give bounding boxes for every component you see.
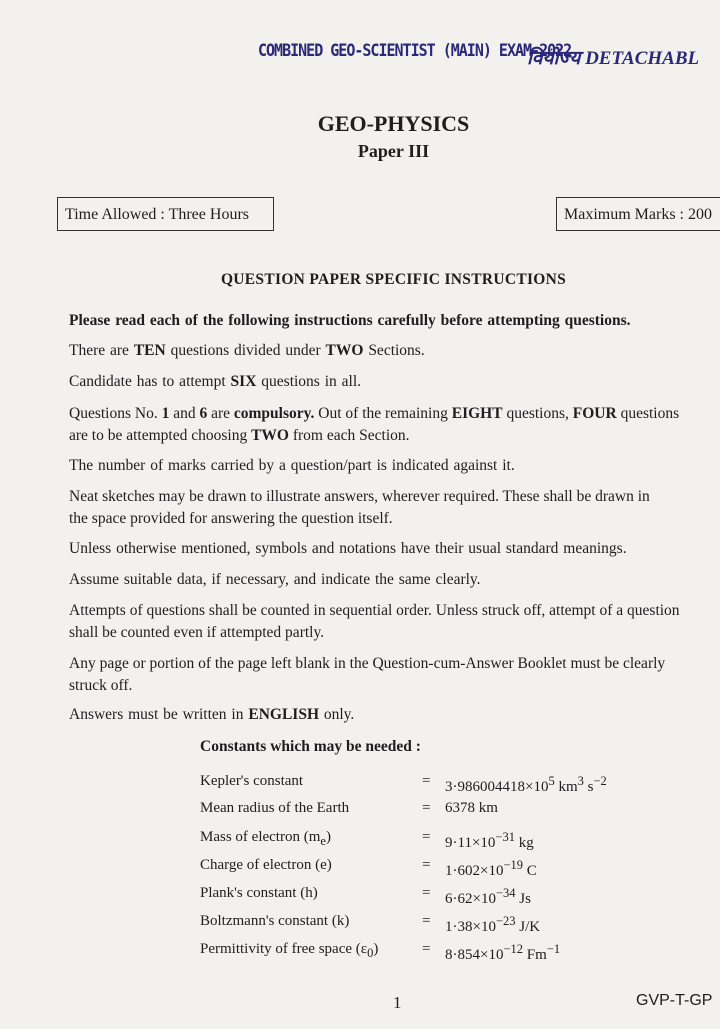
instruction-5: Neat sketches may be drawn to illustrate answers, wherever required. These shall be drawn in the space provided for answering the question itself.	[69, 488, 650, 527]
instruction-7: Assume suitable data, if necessary, and indicate the same clearly.	[69, 571, 481, 588]
lead-instruction: Please read each of the following instructions carefully before attempting questions.	[69, 312, 631, 329]
paper-code: GVP-T-GP	[636, 992, 713, 1009]
detachable-label: वियोज्य DETACHABL	[527, 48, 700, 69]
equals-sign: =	[422, 800, 431, 816]
equals-sign: =	[422, 829, 431, 845]
constant-name: Plank's constant (h)	[200, 885, 318, 901]
paper-title: GEO-PHYSICS	[317, 111, 470, 136]
exam-stamp: COMBINED GEO-SCIENTIST (MAIN) EXAM-2022	[258, 39, 572, 61]
instruction-6: Unless otherwise mentioned, symbols and notations have their usual standard meanings.	[69, 540, 627, 557]
instruction-8: Attempts of questions shall be counted in sequential order. Unless struck off, attempt of a question shall be counted even if attempted partly.	[69, 602, 680, 641]
constant-value: $3\cdot 986004418\times 10^5$ $km^3$ $s^{-2}$	[445, 774, 607, 795]
instructions-heading: QUESTION PAPER SPECIFIC INSTRUCTIONS	[220, 271, 567, 288]
equals-sign: =	[422, 773, 431, 789]
time-allowed-box	[57, 197, 274, 231]
constant-value: $1\cdot 38\times 10^{-23}$ J/K	[445, 914, 541, 935]
paper-subtitle: Paper III	[357, 141, 430, 161]
constant-value: $8\cdot 854\times 10^{-12}$ $Fm^{-1}$	[445, 942, 561, 963]
instruction-4: The number of marks carried by a question/part is indicated against it.	[69, 457, 515, 474]
instruction-2: Candidate has to attempt SIX questions in all.	[69, 373, 362, 390]
constant-value: $6\cdot 62\times 10^{-34}$ Js	[445, 886, 531, 907]
instruction-1: There are TEN questions divided under TWO Sections.	[69, 342, 425, 359]
equals-sign: =	[422, 913, 431, 929]
max-marks-box	[556, 197, 720, 231]
constant-name: Mean radius of the Earth	[200, 800, 350, 816]
constant-value: 6378 km	[445, 800, 498, 816]
equals-sign: =	[422, 857, 431, 873]
constant-name: Permittivity of free space $(\varepsilon_0)$	[200, 941, 379, 960]
max-marks-text: Maximum Marks : 200	[564, 206, 712, 223]
equals-sign: =	[422, 885, 431, 901]
constant-value: $1\cdot 602\times 10^{-19}$ C	[445, 858, 537, 879]
instruction-10: Answers must be written in ENGLISH only.	[69, 706, 355, 723]
equals-sign: =	[422, 941, 431, 957]
constant-name: Charge of electron (e)	[200, 857, 332, 873]
instruction-9: Any page or portion of the page left blank in the Question-cum-Answer Booklet must be clearly struck off.	[69, 655, 666, 694]
page-number: 1	[393, 993, 402, 1012]
constant-name: Boltzmann's constant (k)	[200, 913, 350, 929]
constant-name: Kepler's constant	[200, 773, 304, 789]
instruction-3: Questions No. 1 and 6 are compulsory. Out of the remaining EIGHT questions, FOUR questions are to be attempted choosing TWO from each Section.	[69, 405, 680, 444]
time-allowed-text: Time Allowed : Three Hours	[65, 206, 249, 223]
constant-name: Mass of electron $(m_e)$	[200, 829, 331, 848]
constant-value: $9\cdot 11\times 10^{-31}$ kg	[445, 830, 534, 851]
constants-heading: Constants which may be needed :	[200, 738, 421, 755]
